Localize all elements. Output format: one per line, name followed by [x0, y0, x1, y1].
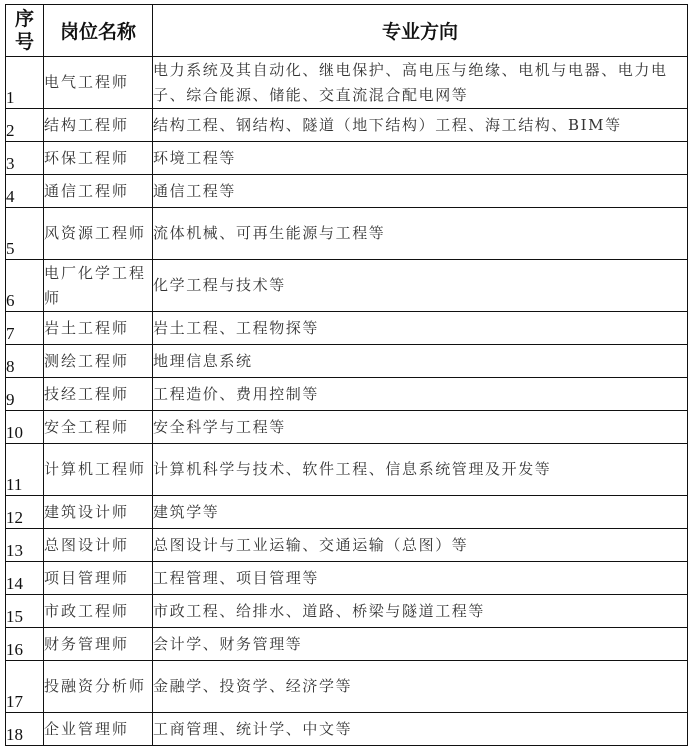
header-position-name: 岗位名称	[44, 5, 153, 57]
position-name: 技经工程师	[44, 378, 153, 411]
major-direction: 工商管理、统计学、中文等	[153, 713, 688, 746]
table-row	[6, 312, 688, 345]
row-number: 6	[6, 260, 44, 312]
major-direction: 地理信息系统	[153, 345, 688, 378]
major-direction: 会计学、财务管理等	[153, 628, 688, 661]
table-row	[6, 595, 688, 628]
positions-table	[5, 4, 688, 746]
row-number: 11	[6, 444, 44, 496]
table-row	[6, 411, 688, 444]
table-row	[6, 142, 688, 175]
major-direction: 化学工程与技术等	[153, 260, 688, 312]
major-direction: 金融学、投资学、经济学等	[153, 661, 688, 713]
position-name: 企业管理师	[44, 713, 153, 746]
major-direction: 通信工程等	[153, 175, 688, 208]
table-row	[6, 529, 688, 562]
table-row	[6, 260, 688, 312]
position-name: 总图设计师	[44, 529, 153, 562]
table-header-row	[6, 5, 688, 57]
position-name: 财务管理师	[44, 628, 153, 661]
row-number: 2	[6, 109, 44, 142]
table-row	[6, 444, 688, 496]
row-number: 15	[6, 595, 44, 628]
row-number: 7	[6, 312, 44, 345]
position-name: 风资源工程师	[44, 208, 153, 260]
row-number: 12	[6, 496, 44, 529]
position-name: 环保工程师	[44, 142, 153, 175]
position-name: 电厂化学工程师	[44, 260, 153, 312]
row-number: 5	[6, 208, 44, 260]
row-number: 1	[6, 57, 44, 109]
position-name: 项目管理师	[44, 562, 153, 595]
major-direction: 市政工程、给排水、道路、桥梁与隧道工程等	[153, 595, 688, 628]
position-name: 建筑设计师	[44, 496, 153, 529]
table-row	[6, 661, 688, 713]
major-direction: 结构工程、钢结构、隧道（地下结构）工程、海工结构、BIM等	[153, 109, 688, 142]
row-number: 9	[6, 378, 44, 411]
position-name: 测绘工程师	[44, 345, 153, 378]
position-name: 结构工程师	[44, 109, 153, 142]
row-number: 16	[6, 628, 44, 661]
major-direction: 安全科学与工程等	[153, 411, 688, 444]
row-number: 17	[6, 661, 44, 713]
row-number: 8	[6, 345, 44, 378]
major-direction: 环境工程等	[153, 142, 688, 175]
position-name: 投融资分析师	[44, 661, 153, 713]
table-row	[6, 713, 688, 746]
major-direction: 工程管理、项目管理等	[153, 562, 688, 595]
major-direction: 建筑学等	[153, 496, 688, 529]
position-name: 岩土工程师	[44, 312, 153, 345]
position-name: 市政工程师	[44, 595, 153, 628]
row-number: 10	[6, 411, 44, 444]
row-number: 13	[6, 529, 44, 562]
major-direction: 工程造价、费用控制等	[153, 378, 688, 411]
major-direction: 计算机科学与技术、软件工程、信息系统管理及开发等	[153, 444, 688, 496]
table-row	[6, 345, 688, 378]
table-row	[6, 628, 688, 661]
row-number: 4	[6, 175, 44, 208]
table-row	[6, 57, 688, 109]
major-direction: 总图设计与工业运输、交通运输（总图）等	[153, 529, 688, 562]
position-name: 电气工程师	[44, 57, 153, 109]
major-direction: 流体机械、可再生能源与工程等	[153, 208, 688, 260]
table-row	[6, 175, 688, 208]
header-major-direction: 专业方向	[153, 5, 688, 57]
table-row	[6, 109, 688, 142]
table-row	[6, 378, 688, 411]
table-row	[6, 496, 688, 529]
row-number: 18	[6, 713, 44, 746]
major-direction: 岩土工程、工程物探等	[153, 312, 688, 345]
row-number: 14	[6, 562, 44, 595]
position-name: 通信工程师	[44, 175, 153, 208]
position-name: 计算机工程师	[44, 444, 153, 496]
position-name: 安全工程师	[44, 411, 153, 444]
row-number: 3	[6, 142, 44, 175]
table-row	[6, 208, 688, 260]
major-direction: 电力系统及其自动化、继电保护、高电压与绝缘、电机与电器、电力电子、综合能源、储能、交直流混合配电网等	[153, 57, 688, 109]
header-serial-number: 序号	[6, 5, 44, 57]
table-row	[6, 562, 688, 595]
